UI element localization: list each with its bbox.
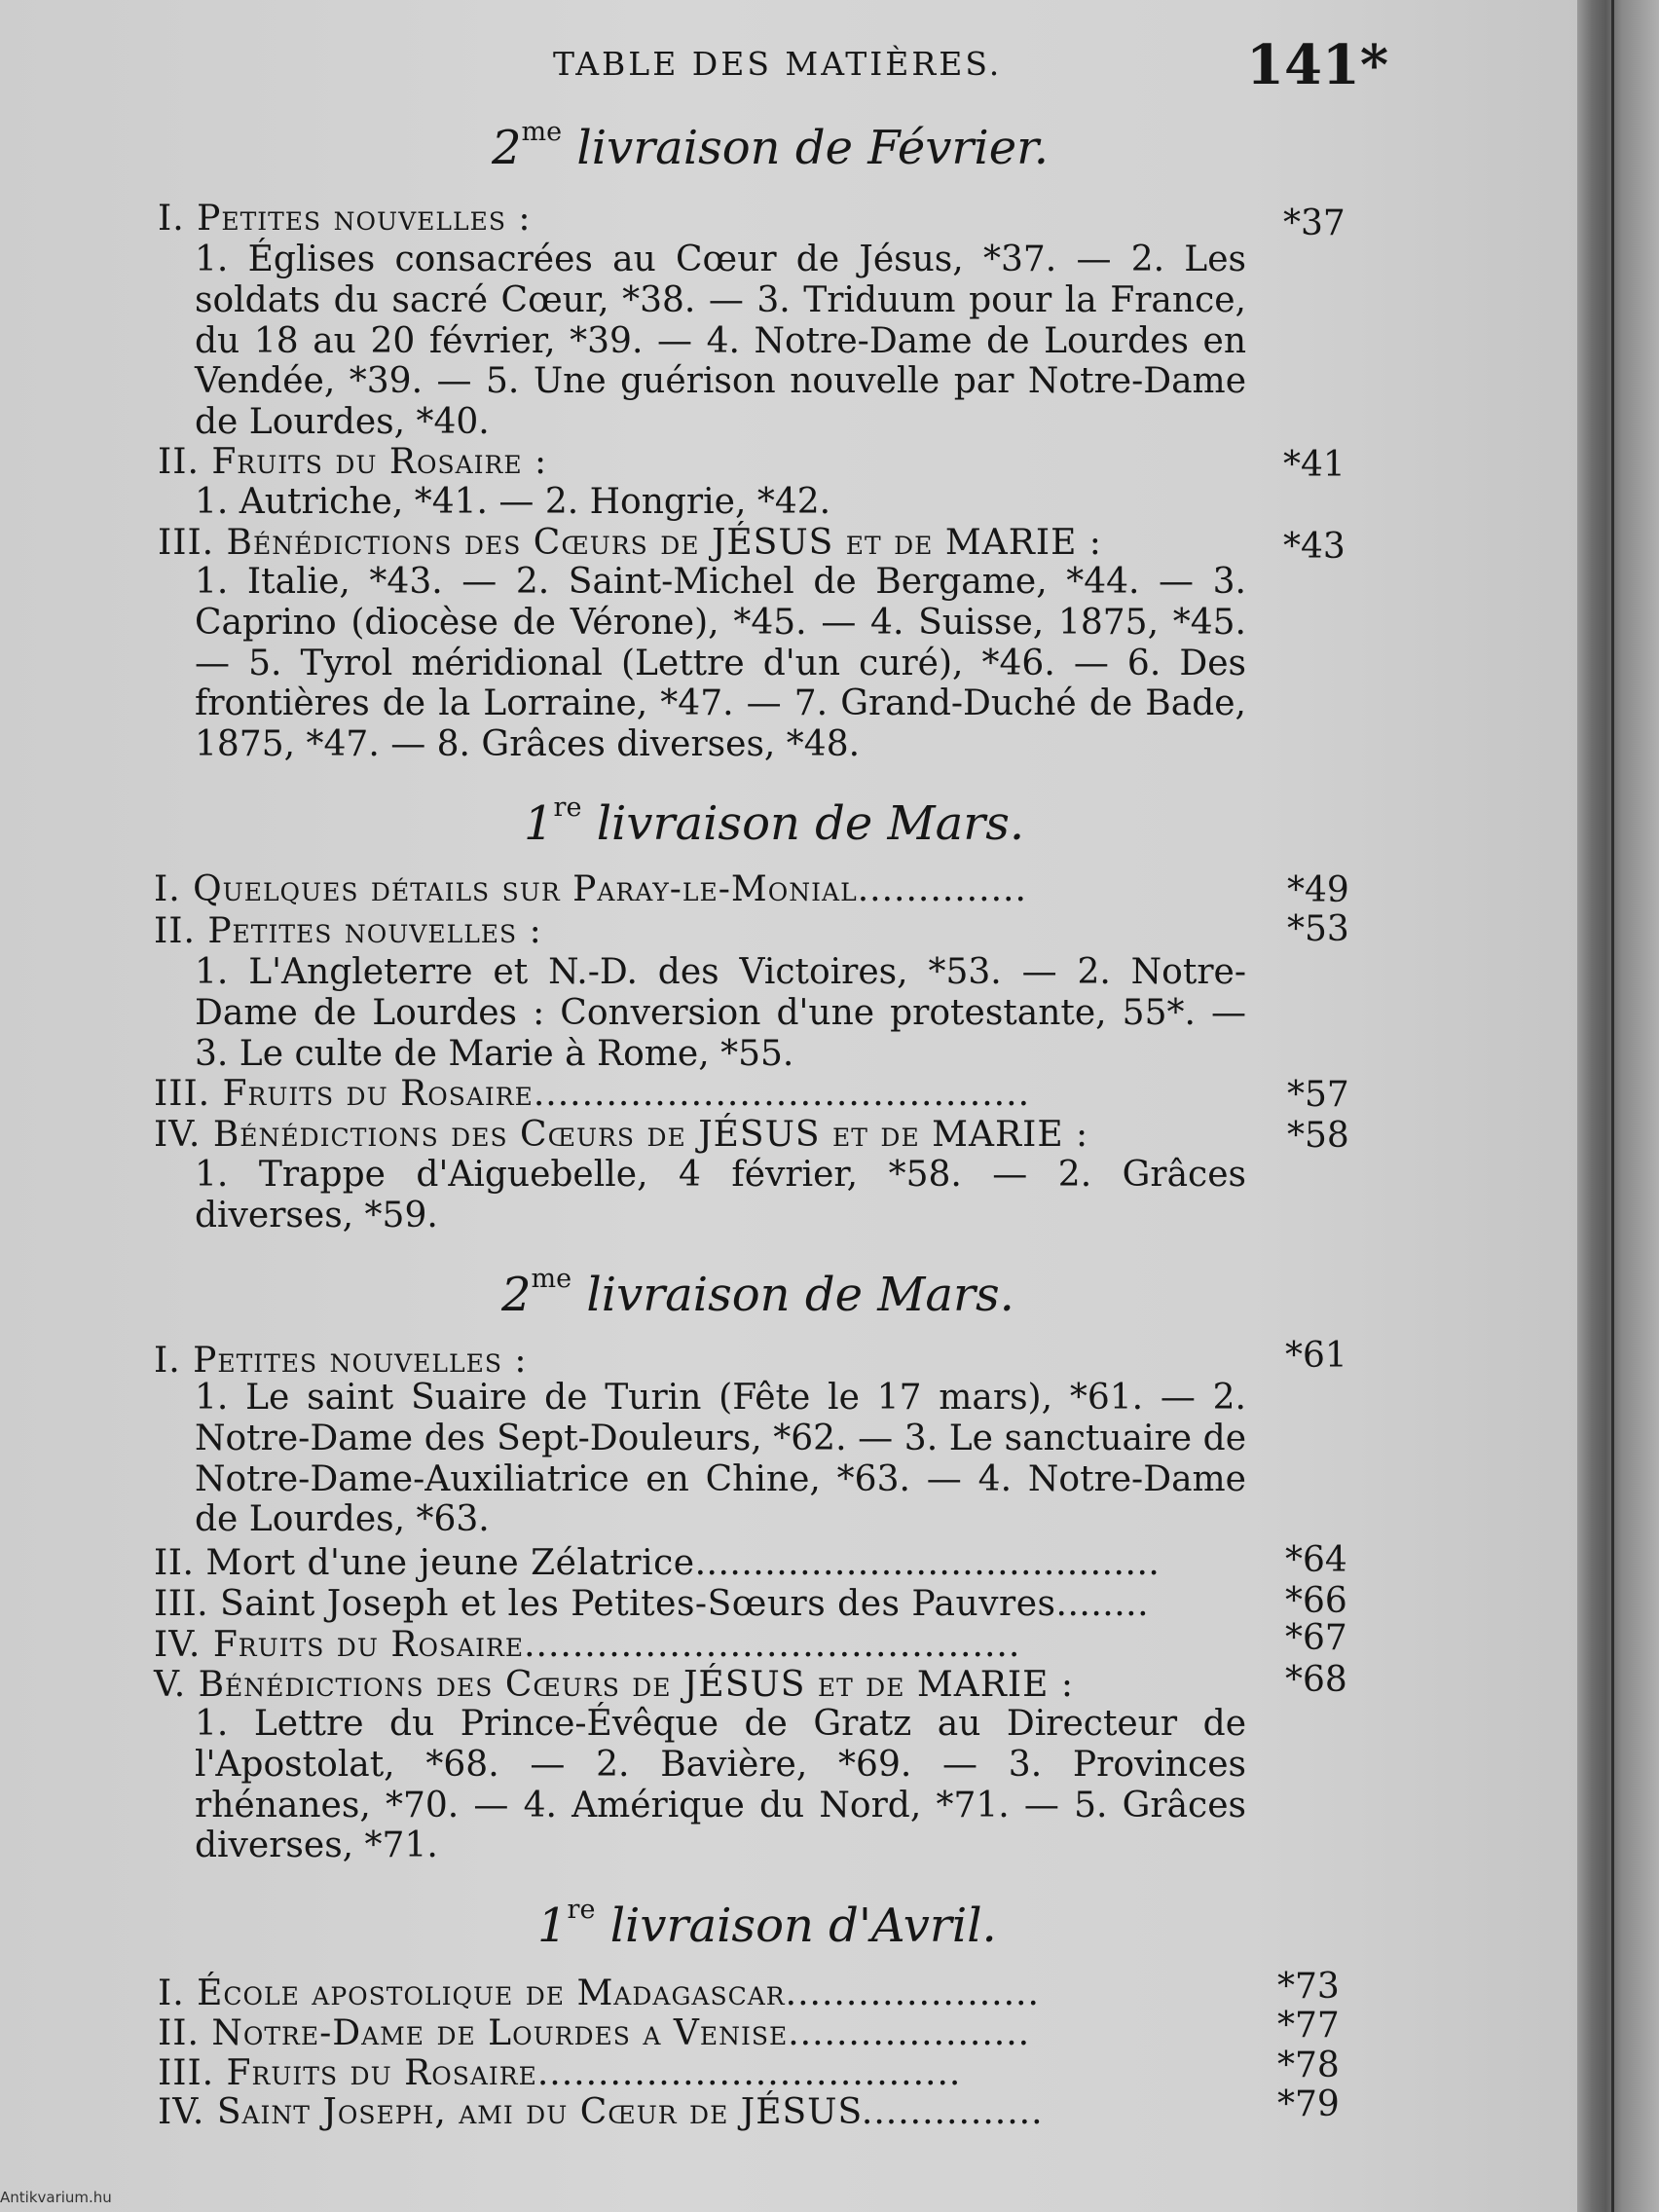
- entry-description: 1. Le saint Suaire de Turin (Fête le 17 mars), *61. — 2. Notre-Dame des Sept-Douleurs, *62. — 3. Le sanctuaire de Notre-Dame-Auxiliatrice en Chine, *63. — 4. Notre-Dame de Lourdes, *63.: [195, 1378, 1246, 1540]
- entry-title: I. École apostolique de Madagascar.....................: [158, 1973, 1040, 2013]
- entry-title: IV. Fruits du Rosaire.........................................: [154, 1625, 1021, 1665]
- entry-title: III. Bénédictions des Cœurs de JÉSUS et de MARIE :: [158, 523, 1102, 563]
- entry-page-ref: *78: [1277, 2046, 1340, 2085]
- entry-title: IV. Saint Joseph, ami du Cœur de JÉSUS...............: [158, 2092, 1044, 2132]
- watermark: Antikvarium.hu: [0, 2189, 112, 2206]
- entry-page-ref: *64: [1285, 1540, 1347, 1580]
- entry-title: V. Bénédictions des Cœurs de JÉSUS et de MARIE :: [154, 1665, 1074, 1705]
- entry-page-ref: *67: [1285, 1618, 1347, 1658]
- entry-description: 1. Autriche, *41. — 2. Hongrie, *42.: [195, 482, 831, 522]
- section-heading: 1re livraison de Mars.: [524, 793, 1025, 851]
- entry-description: 1. L'Angleterre et N.-D. des Victoires, *53. — 2. Notre-Dame de Lourdes : Conversion d'une protestante, 55*. — 3. Le culte de Marie à Rome, *55.: [195, 952, 1246, 1074]
- entry-description: 1. Trappe d'Aiguebelle, 4 février, *58. — 2. Grâces diverses, *59.: [195, 1155, 1246, 1235]
- entry-page-ref: *66: [1285, 1581, 1347, 1621]
- dot-leader: ....................: [788, 2013, 1031, 2053]
- entry-page-ref: *73: [1277, 1967, 1340, 2007]
- entry-page-ref: *68: [1285, 1660, 1347, 1700]
- entry-title: III. Saint Joseph et les Petites-Sœurs des Pauvres........: [154, 1584, 1150, 1624]
- spine-shadow-line: [1611, 0, 1614, 2212]
- page-number: 141*: [1246, 33, 1389, 97]
- entry-title: II. Mort d'une jeune Zélatrice........................................: [154, 1543, 1161, 1583]
- section-heading: 1re livraison d'Avril.: [537, 1895, 997, 1953]
- entry-page-ref: *79: [1277, 2084, 1340, 2124]
- dot-leader: ........: [1055, 1584, 1150, 1624]
- entry-title: I. Petites nouvelles :: [154, 1341, 528, 1381]
- entry-page-ref: *77: [1277, 2006, 1340, 2046]
- entry-title: III. Fruits du Rosaire.........................................: [154, 1074, 1031, 1114]
- entry-title: I. Petites nouvelles :: [158, 199, 532, 239]
- entry-title: III. Fruits du Rosaire...................................: [158, 2053, 962, 2093]
- entry-title: II. Fruits du Rosaire :: [158, 442, 548, 482]
- entry-page-ref: *57: [1287, 1075, 1349, 1115]
- entry-page-ref: *53: [1287, 909, 1349, 949]
- entry-page-ref: *43: [1283, 527, 1346, 567]
- entry-page-ref: *49: [1287, 870, 1349, 910]
- entry-page-ref: *41: [1283, 445, 1346, 485]
- entry-page-ref: *58: [1287, 1116, 1349, 1156]
- section-heading: $2^{me}$ livraison de Février.: [492, 117, 1050, 175]
- entry-page-ref: *61: [1285, 1336, 1347, 1376]
- dot-leader: .....................: [785, 1973, 1040, 2013]
- dot-leader: ........................................: [694, 1543, 1161, 1583]
- entry-description: 1. Lettre du Prince-Évêque de Gratz au Directeur de l'Apostolat, *68. — 2. Bavière, *69. — 3. Provinces rhénanes, *70. — 4. Amérique du Nord, *71. — 5. Grâces diverses, *71.: [195, 1704, 1246, 1866]
- entry-page-ref: *37: [1283, 203, 1346, 243]
- entry-description: 1. Italie, *43. — 2. Saint-Michel de Bergame, *44. — 3. Caprino (diocèse de Vérone), *45. — 4. Suisse, 1875, *45. — 5. Tyrol méridional (Lettre d'un curé), *46. — 6. Des frontières de la Lorraine, *47. — 7. Grand-Duché de Bade, 1875, *47. — 8. Grâces diverses, *48.: [195, 562, 1246, 765]
- entry-title: IV. Bénédictions des Cœurs de JÉSUS et de MARIE :: [154, 1115, 1089, 1155]
- entry-title: I. Quelques détails sur Paray-le-Monial..............: [154, 869, 1027, 909]
- section-heading: $2^{me}$ livraison de Mars.: [501, 1264, 1014, 1322]
- running-head: TABLE DES MATIÈRES.: [553, 45, 1003, 83]
- book-spine: [1577, 0, 1659, 2212]
- dot-leader: ..............: [857, 869, 1027, 909]
- dot-leader: ...............: [861, 2092, 1044, 2132]
- dot-leader: .........................................: [524, 1625, 1021, 1665]
- entry-title: II. Notre-Dame de Lourdes a Venise....................: [158, 2013, 1031, 2053]
- entry-description: 1. Églises consacrées au Cœur de Jésus, *37. — 2. Les soldats du sacré Cœur, *38. — 3. Triduum pour la France, du 18 au 20 février, *39. — 4. Notre-Dame de Lourdes en Vendée, *39. — 5. Une guérison nouvelle par Notre-Dame de Lourdes, *40.: [195, 240, 1246, 443]
- entry-title: II. Petites nouvelles :: [154, 911, 542, 951]
- dot-leader: ...................................: [536, 2053, 962, 2093]
- dot-leader: .........................................: [533, 1074, 1031, 1114]
